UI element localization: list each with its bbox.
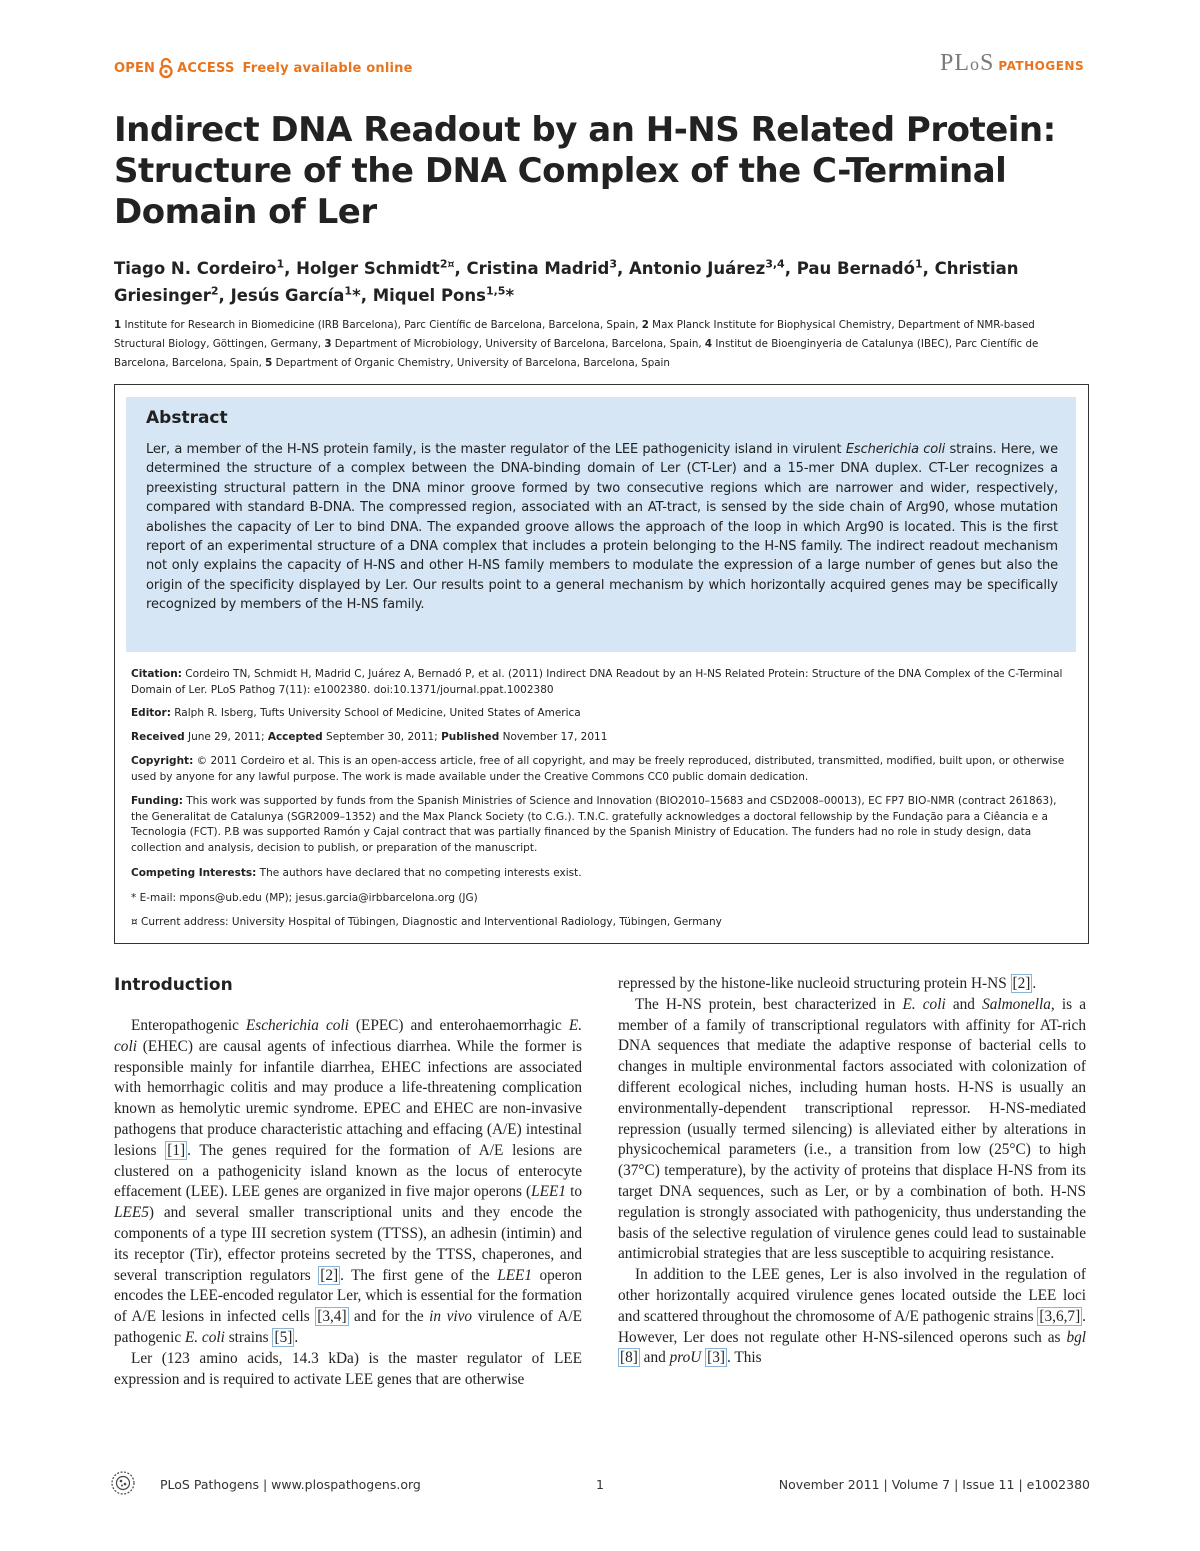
affiliation-number: 3 — [324, 338, 332, 350]
reference-link[interactable]: [2] — [320, 1266, 339, 1284]
author-affiliation-marker: 3,4 — [765, 257, 785, 271]
current-address: ¤ Current address: University Hospital of Tübingen, Diagnostic and Interventional Radiology, Tübingen, Germany — [131, 916, 722, 928]
paragraph: In addition to the LEE genes, Ler is also involved in the regulation of other horizontally acquired virulence genes located outside the LEE loci and scattered throughout the chromosome of A/E pathogenic strains [3,6,7] . However, Ler does not regulate other H-NS-silenced operons such as bgl [8] and proU [3] . This — [618, 1266, 1086, 1367]
author-affiliation-marker: 3 — [609, 257, 618, 271]
paragraph: Ler (123 amino acids, 14.3 kDa) is the master regulator of LEE expression and is required to activate LEE genes that are otherwise — [114, 1349, 582, 1388]
page-number: 1 — [596, 1477, 604, 1492]
footer-issue: November 2011 | Volume 7 | Issue 11 | e1002380 — [778, 1477, 1090, 1492]
author-affiliation-marker: 2¤ — [439, 257, 455, 271]
author-affiliation-marker: 1 — [276, 257, 285, 271]
paragraph: The H-NS protein, best characterized in E. coli and Salmonella, is a member of a family of transcriptional regulators with affinity for AT-rich DNA sequences that mediate the adaptive response of bacterial cells to changes in multiple environmental factors associated with colonization of different ecological niches, including human hosts. H-NS is usually an environmentally-dependent transcriptional repressor. H-NS-mediated repression (usually termed silencing) is alleviated either by alterations in physicochemical parameters (i.e., a transition from low (25°C) to high (37°C) temperature), by the activity of proteins that displace H-NS from its target DNA sequences, such as Ler, or by a combination of both. H-NS regulation is strongly associated with pathogenicity, thus understanding the basis of the selective regulation of virulence genes could lead to sustainable antimicrobial strategies that are less susceptible to acquiring resistance. — [618, 995, 1086, 1263]
affiliation-text: Max Planck Institute for Biophysical Chemistry, Department of NMR-based Structural Biology, Göttingen, Germany, — [114, 319, 1035, 350]
editor: Editor: Ralph R. Isberg, Tufts University School of Medicine, United States of America — [131, 707, 581, 719]
author-affiliation-marker: 1 — [914, 257, 923, 271]
affiliation-text: Department of Microbiology, University of Barcelona, Barcelona, Spain, — [331, 338, 705, 350]
reference-link[interactable]: [2] — [1012, 975, 1031, 992]
article-title: Indirect DNA Readout by an H-NS Related Protein: Structure of the DNA Complex of the C-Terminal Domain of Ler — [114, 110, 1056, 232]
author: Cristina Madrid — [466, 259, 610, 278]
author: Jesús García — [230, 286, 345, 305]
introduction-heading: Introduction — [114, 975, 233, 995]
author: Holger Schmidt — [296, 259, 440, 278]
author: Christian Griesinger — [114, 259, 1019, 305]
author-affiliation-marker: 1 — [344, 284, 353, 298]
affiliations — [114, 316, 1089, 373]
plos-logo-icon — [110, 1470, 136, 1496]
affiliation-text: Institut de Bioenginyeria de Catalunya (IBEC), Parc Científic de Barcelona, Barcelona, Spain, — [114, 338, 1039, 369]
author-affiliation-marker: 1,5 — [485, 284, 506, 298]
abstract-text: Ler, a member of the H-NS protein family, is the master regulator of the LEE pathogenicity island in virulent Escherichia coli strains. Here, we determined the structure of a complex between the DNA-binding domain of Ler (CT-Ler) and a 15-mer DNA duplex. CT-Ler recognizes a preexisting structural pattern in the DNA minor groove formed by two consecutive regions which are narrower and wider, respectively, compared with standard B-DNA. The compressed region, associated with an AT-tract, is sensed by the side chain of Arg90, whose mutation abolishes the capacity of Ler to bind DNA. The expanded groove allows the approach of the loop in which Arg90 is located. This is the first report of an experimental structure of a DNA complex that includes a protein belonging to the H-NS family. The indirect readout mechanism not only explains the capacity of H-NS and other H-NS family members to modulate the expression of a large number of genes but also the origin of the specificity displayed by Ler. Our results point to a general mechanism by which horizontally acquired genes may be specifically recognized by members of the H-NS family. — [146, 442, 1058, 613]
author: Miquel Pons — [372, 286, 486, 305]
author: Tiago N. Cordeiro — [114, 259, 277, 278]
open-access-icon — [157, 57, 175, 79]
copyright: Copyright: © 2011 Cordeiro et al. This is an open-access article, free of all copyright, and may be freely reproduced, distributed, transmitted, modified, built upon, or otherwise used by anyone for any lawful purpose. The work is made available under the Creative Commons CC0 public domain dedication. — [131, 755, 1065, 783]
reference-link[interactable]: [3,4] — [317, 1308, 347, 1326]
paragraph: repressed by the histone-like nucleoid structuring protein H-NS [2] . — [618, 975, 1037, 992]
reference-link[interactable]: [3] — [707, 1349, 725, 1367]
right-column — [618, 974, 1086, 1369]
paragraph: Enteropathogenic Escherichia coli (EPEC) and enterohaemorrhagic E. coli (EHEC) are causal agents of infectious diarrhea. While the former is responsible mainly for infantile diarrhea, EHEC infections are associated with hemorrhagic colitis and may produce a life-threatening complication known as hemolytic uremic syndrome. EPEC and EHEC are non-invasive pathogens that produce characteristic attaching and effacing (A/E) intestinal lesions [1] . The genes required for the formation of A/E lesions are clustered on a pathogenicity island known as the locus of enterocyte effacement (LEE). LEE genes are organized in five major operons (LEE1 to LEE5) and several smaller transcriptional units and they encode the components of a type III secretion system (TTSS), an adhesin (intimin) and its receptor (Tir), effector proteins secreted by the TTSS, chaperones, and several transcription regulators [2] . The first gene of the LEE1 operon encodes the LEE-encoded regulator Ler, which is essential for the formation of A/E lesions in infected cells [3,4] and for the in vivo virulence of A/E pathogenic E. coli strains [5] . — [114, 1017, 583, 1346]
open-access-badge — [114, 57, 413, 79]
journal-name: PATHOGENS — [998, 59, 1085, 73]
abstract-heading: Abstract — [146, 408, 228, 428]
competing-interests: Competing Interests: The authors have declared that no competing interests exist. — [131, 867, 582, 879]
email[interactable]: * E-mail: mpons@ub.edu (MP); jesus.garcia@irbbarcelona.org (JG) — [131, 892, 478, 904]
author: Pau Bernadó — [796, 259, 915, 278]
access-label: ACCESS — [177, 60, 235, 76]
affiliation-number: 4 — [704, 338, 713, 350]
author-list: Tiago N. Cordeiro$^1$, Holger Schmidt$^{2¤}$, Cristina Madrid$^3$, Antonio Juárez$^{3,4}$, Pau Bernadó$^1$, Christian Griesinger$^2$, Jesús García$^1$*, Miquel Pons$^{1,5}$* — [114, 257, 1019, 305]
author: Antonio Juárez — [629, 259, 766, 278]
reference-link[interactable]: [3,6,7] — [1039, 1307, 1081, 1325]
affiliation-number: 2 — [641, 319, 649, 331]
affiliation-text: Institute for Research in Biomedicine (IRB Barcelona), Parc Científic de Barcelona, Barcelona, Spain, — [121, 319, 642, 331]
affiliation-number: 5 — [265, 357, 273, 369]
dates: Received June 29, 2011; Accepted September 30, 2011; Published November 17, 2011 — [131, 731, 608, 743]
reference-link[interactable]: [8] — [620, 1349, 638, 1367]
open-label: OPEN — [114, 60, 156, 76]
author-affiliation-marker: 2 — [210, 284, 219, 298]
affiliation-text: Department of Organic Chemistry, University of Barcelona, Barcelona, Spain — [272, 357, 670, 369]
publisher-logo: PLoS PATHOGENS — [940, 50, 1085, 76]
reference-link[interactable]: [1] — [167, 1141, 186, 1159]
page-footer — [110, 1473, 1090, 1497]
left-column — [114, 1016, 582, 1390]
footer-journal[interactable]: PLoS Pathogens | www.plospathogens.org — [160, 1477, 421, 1492]
affiliation-number: 1 — [114, 319, 122, 331]
reference-link[interactable]: [5] — [274, 1328, 293, 1346]
citation: Citation: Cordeiro TN, Schmidt H, Madrid C, Juárez A, Bernadó P, et al. (2011) Indirect DNA Readout by an H-NS Related Protein: Structure of the DNA Complex of the C-Terminal Domain of Ler. PLoS Pathog 7(11): e1002380. doi:10.1371/journal.ppat.1002380 — [131, 668, 1063, 696]
funding: Funding: This work was supported by funds from the Spanish Ministries of Science and Innovation (BIO2010–15683 and CSD2008–00013), EC FP7 BIO-NMR (contract 261863), the Generalitat de Catalunya (SGR2009–1352) and the Max Planck Society (to C.G.). T.N.C. gratefully acknowledges a doctoral fellowship by the Fundação para a Ciêancia e a Tecnologia (FCT). P.B was supported Ramón y Cajal contract that was partially financed by the Spanish Ministry of Education. The funders had no role in study design, data collection and analysis, decision to publish, or preparation of the manuscript. — [131, 795, 1057, 854]
freely-available-label: Freely available online — [242, 60, 413, 76]
